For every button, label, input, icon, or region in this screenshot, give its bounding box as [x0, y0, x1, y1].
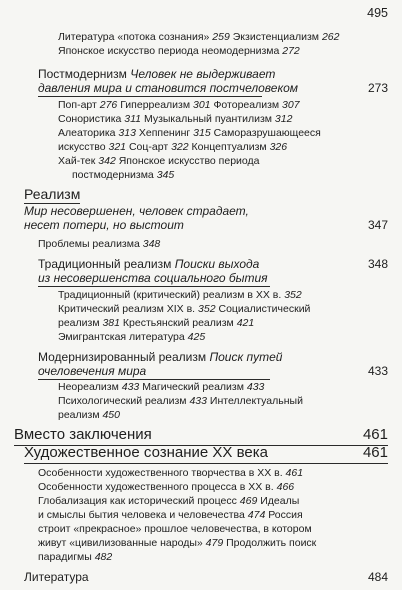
toc-section-traditional-realism-cont: из несовершенства социального бытия: [38, 271, 268, 285]
toc-section-modernized-realism: Модернизированный реализм Поиск путей: [38, 350, 283, 364]
toc-section-postmodernism-cont: давления мира и становится постчеловеком 273: [38, 81, 388, 95]
toc-entry: Особенности художественного творчества в XX в. 461: [38, 467, 304, 479]
toc-entry: искусство 321 Соц-арт 322 Концептуализм 326: [58, 141, 288, 153]
toc-entry: строит «прекрасное» прошлое человечества, в котором: [38, 523, 312, 535]
toc-section-traditional-realism: Традиционный реализм Поиски выхода 348: [38, 257, 388, 271]
toc-entry: Критический реализм XIX в. 352 Социалистический: [58, 303, 311, 315]
underline: [38, 286, 270, 287]
toc-entry: Особенности художественного процесса в XX в. 466: [38, 481, 295, 493]
toc-entry: Глобализация как исторический процесс 469 Идеалы: [38, 495, 300, 507]
toc-section-artistic-consciousness: Художественное сознание XX века 461: [24, 444, 388, 461]
toc-section-realism-sub: Мир несовершенен, человек страдает,: [24, 204, 249, 218]
page-ref: 273: [367, 81, 388, 95]
divider: [24, 463, 388, 464]
toc-section-realism: Реализм: [24, 186, 81, 202]
underline: [38, 379, 270, 380]
page-ref: 433: [367, 364, 388, 378]
toc-section-conclusion: Вместо заключения 461: [14, 426, 388, 443]
toc-entry: Проблемы реализма 348: [38, 238, 161, 250]
toc-entry: живут «цивилизованные народы» 479 Продолжить поиск: [38, 537, 317, 549]
page-ref: 484: [367, 570, 388, 584]
toc-section-literature: Литература 484: [24, 570, 388, 584]
toc-entry: Психологический реализм 433 Интеллектуальный: [58, 395, 303, 407]
toc-entry: постмодернизма 345: [72, 169, 175, 181]
underline: [38, 96, 262, 97]
page-ref: 461: [362, 444, 388, 461]
toc-entry: Традиционный (критический) реализм в XX в. 352: [58, 289, 302, 301]
toc-entry: Хай-тек 342 Японское искусство периода: [58, 155, 260, 167]
page-ref: 347: [367, 218, 388, 232]
toc-entry: Алеаторика 313 Хеппенинг 315 Саморазрушающееся: [58, 127, 321, 139]
toc-entry: парадигмы 482: [38, 551, 113, 563]
toc-entry: Поп-арт 276 Гиперреализм 301 Фотореализм 307: [58, 99, 300, 111]
toc-section-postmodernism: Постмодернизм Человек не выдерживает: [38, 67, 276, 81]
toc-entry: Литература «потока сознания» 259 Экзистенциализм 262: [58, 31, 340, 43]
toc-section-realism-sub-cont: несет потери, но выстоит 347: [24, 218, 388, 232]
toc-entry: Сонористика 311 Музыкальный пуантилизм 312: [58, 113, 293, 125]
page-ref: 348: [367, 257, 388, 271]
toc-entry: Неореализм 433 Магический реализм 433: [58, 381, 265, 393]
page-ref: 461: [362, 426, 388, 443]
toc-section-modernized-realism-cont: очеловечения мира 433: [38, 364, 388, 378]
toc-entry: и смыслы бытия человека и человечества 474 Россия: [38, 509, 303, 521]
page-number: 495: [367, 6, 388, 20]
toc-entry: Эмигрантская литература 425: [58, 331, 206, 343]
toc-entry: реализм 381 Крестьянский реализм 421: [58, 317, 255, 329]
toc-entry: Японское искусство периода неомодернизма 272: [58, 45, 300, 57]
toc-entry: реализм 450: [58, 409, 120, 421]
